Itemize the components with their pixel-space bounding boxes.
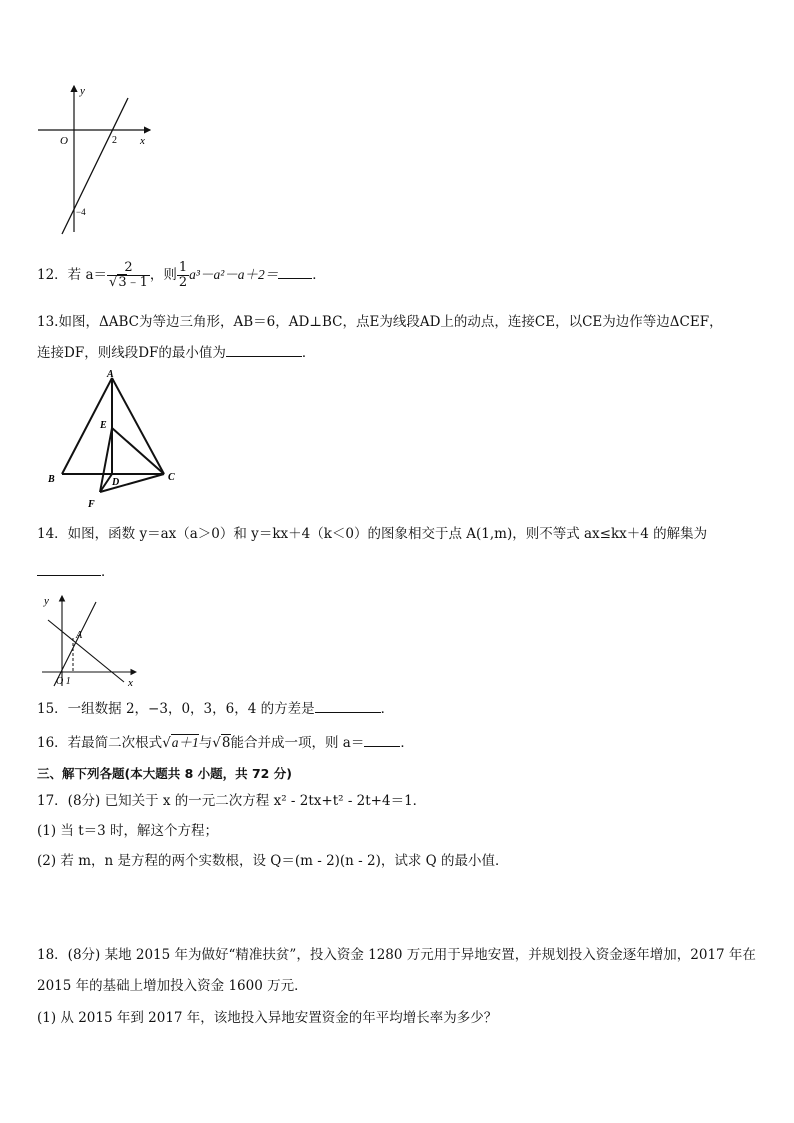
- q13-label-f: F: [88, 499, 95, 510]
- q14-line-ax: [54, 602, 96, 686]
- q16-mid: 与: [198, 735, 213, 751]
- q12-line: [37, 261, 326, 290]
- q15-answer-blank[interactable]: [315, 698, 381, 713]
- q13-label-c: C: [168, 472, 175, 483]
- q12-half-num: 1: [178, 260, 188, 275]
- q12-expression: a³－a²－a＋2＝: [189, 267, 279, 282]
- q12-prefix: 12．若 a＝: [37, 267, 108, 283]
- q12-numerator: 2: [107, 261, 150, 276]
- q11-x-label: x: [140, 135, 145, 147]
- q14-line2: [37, 561, 115, 581]
- q13-line2-text: 连接DF，则线段DF的最小值为: [37, 345, 226, 361]
- q17-line1: 17．(8分) 已知关于 x 的一元二次方程 x² - 2tx+t² - 2t+4＝1．: [37, 793, 427, 809]
- q16-end: ．: [400, 735, 414, 751]
- q12-fraction: [107, 261, 150, 290]
- q18-line3: (1) 从 2015 年到 2017 年，该地投入异地安置资金的年平均增长率为多少？: [37, 1010, 498, 1026]
- q14-line-kx4: [48, 620, 124, 682]
- q16-post: 能合并成一项，则 a＝: [230, 735, 365, 751]
- q14-point-a-label: A: [76, 630, 83, 641]
- q14-x-label: x: [128, 677, 133, 688]
- q14-graph: [40, 592, 144, 688]
- q12-half: [177, 261, 189, 290]
- q14-y-label: y: [44, 595, 49, 607]
- q12-den-rest: ﹣1: [126, 275, 148, 290]
- q11-origin-label: O: [60, 135, 68, 147]
- q13-label-a: A: [107, 369, 114, 380]
- q12-denominator: √3﹣1: [109, 275, 148, 290]
- q13-label-e: E: [100, 420, 107, 431]
- q17-line2: (1) 当 t＝3 时，解这个方程；: [37, 823, 219, 839]
- q13-side-ac: [112, 378, 164, 474]
- q18-line1: 18．(8分) 某地 2015 年为做好“精准扶贫”，投入资金 1280 万元用于异地安置，并规划投入资金逐年增加，2017 年在: [37, 947, 756, 963]
- q12-mid: ，则: [149, 267, 177, 283]
- q13-line1: 13.如图，ΔABC为等边三角形，AB＝6，AD⊥BC，点E为线段AD上的动点，连接CE，以CE为边作等边ΔCEF，: [37, 314, 723, 330]
- q16-root2: 8: [221, 735, 231, 751]
- q15-line: [37, 698, 394, 718]
- q16-pre: 16．若最简二次根式: [37, 735, 163, 751]
- q15-text: 15．一组数据 2，−3，0，3，6，4 的方差是: [37, 701, 315, 717]
- q14-end: ．: [101, 564, 115, 580]
- q13-label-b: B: [48, 474, 55, 485]
- q16-answer-blank[interactable]: [364, 732, 400, 747]
- section-three-heading: 三、解下列各题(本大题共 8 小题，共 72 分): [37, 766, 292, 781]
- q11-line: [62, 98, 128, 234]
- q11-y-intercept-label: −4: [76, 207, 86, 217]
- q11-graph: [36, 84, 158, 236]
- q12-half-den: 2: [178, 275, 188, 290]
- q13-triangle-figure: [46, 368, 186, 512]
- q15-end: ．: [380, 701, 395, 717]
- q13-label-d: D: [112, 477, 120, 488]
- q12-answer-blank[interactable]: [278, 264, 312, 279]
- q14-origin-label: O 1: [56, 676, 71, 687]
- q13-segment-ec: [112, 428, 164, 474]
- q11-y-label: y: [80, 85, 85, 97]
- q14-answer-blank[interactable]: [37, 561, 101, 576]
- q12-end: ．: [312, 267, 326, 283]
- q18-line2: 2015 年的基础上增加投入资金 1600 万元．: [37, 978, 308, 994]
- q16-root1: a＋1: [171, 735, 199, 750]
- q17-line3: (2) 若 m，n 是方程的两个实数根，设 Q＝(m - 2)(n - 2)，试求 Q 的最小值．: [37, 853, 509, 869]
- q16-line: 16．若最简二次根式√a＋1与√8能合并成一项，则 a＝ ．: [37, 732, 414, 752]
- q11-x-intercept-label: 2: [112, 135, 117, 146]
- q12-root: 3: [118, 275, 127, 290]
- q13-answer-blank[interactable]: [226, 342, 302, 357]
- q13-end: ．: [301, 345, 316, 361]
- q14-line1: 14．如图，函数 y＝ax（a＞0）和 y＝kx＋4（k＜0）的图象相交于点 A(1,m)，则不等式 ax≤kx＋4 的解集为: [37, 526, 708, 542]
- q13-line2: [37, 342, 315, 362]
